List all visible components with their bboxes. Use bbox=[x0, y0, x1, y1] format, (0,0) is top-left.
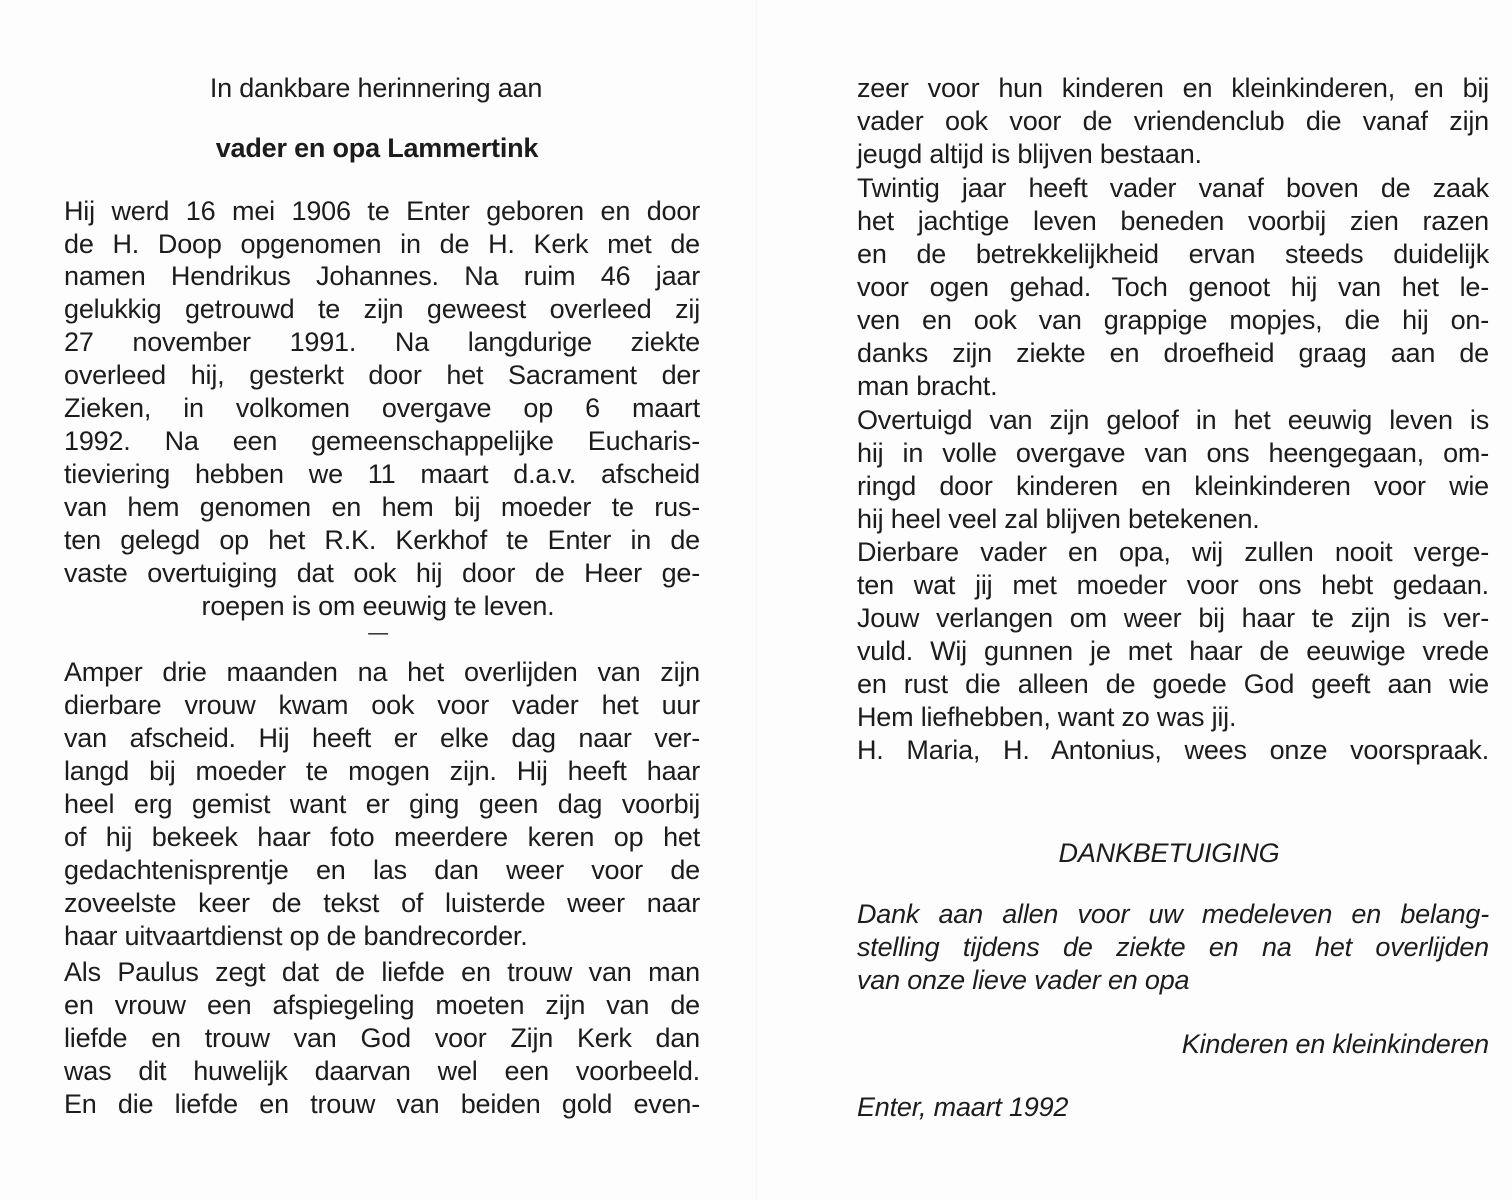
thanks-line-last: van onze lieve vader en opa bbox=[857, 965, 1190, 995]
thanks-line: Dank aan allen voor uw medeleven en belang- bbox=[857, 899, 1489, 929]
paragraph-line: en vrouw een afspiegeling moeten zijn van de bbox=[64, 990, 700, 1020]
signature: Kinderen en kleinkinderen bbox=[1181, 1029, 1489, 1059]
paragraph-line: 27 november 1991. Na langdurige ziekte bbox=[64, 327, 700, 357]
paragraph-line: van afscheid. Hij heeft er elke dag naar ver- bbox=[64, 723, 700, 753]
paragraph-line: liefde en trouw van God voor Zijn Kerk dan bbox=[64, 1023, 700, 1053]
paragraph-line: 1992. Na een gemeenschappelijke Eucharis- bbox=[64, 426, 700, 456]
paragraph-line: Twintig jaar heeft vader vanaf boven de zaak bbox=[857, 173, 1489, 203]
place-date: Enter, maart 1992 bbox=[857, 1092, 1069, 1122]
fold-line bbox=[756, 0, 757, 1200]
paragraph-line: overleed hij, gesterkt door het Sacrament der bbox=[64, 360, 700, 390]
paragraph-line: vader ook voor de vriendenclub die vanaf zijn bbox=[857, 106, 1489, 136]
paragraph-line: gelukkig getrouwd te zijn geweest overleed zij bbox=[64, 294, 700, 324]
paragraph-line: heel erg gemist want er ging geen dag voorbij bbox=[64, 789, 700, 819]
paragraph-line: En die liefde en trouw van beiden gold even- bbox=[64, 1089, 700, 1119]
paragraph-line: Dierbare vader en opa, wij zullen nooit verge- bbox=[857, 537, 1489, 567]
thanks-line: stelling tijdens de ziekte en na het overlijden bbox=[857, 932, 1489, 962]
paragraph-line-last: Hem liefhebben, want zo was jij. bbox=[857, 702, 1237, 732]
paragraph-line: de H. Doop opgenomen in de H. Kerk met de bbox=[64, 229, 700, 259]
paragraph-line: hij in volle overgave van ons heengegaan, om- bbox=[857, 438, 1489, 468]
paragraph-line-last: haar uitvaartdienst op de bandrecorder. bbox=[64, 921, 528, 951]
paragraph-line: namen Hendrikus Johannes. Na ruim 46 jaar bbox=[64, 261, 700, 291]
paragraph-line: of hij bekeek haar foto meerdere keren op het bbox=[64, 822, 700, 852]
paragraph-line: en de betrekkelijkheid ervan steeds duidelijk bbox=[857, 239, 1489, 269]
paragraph-line: Hij werd 16 mei 1906 te Enter geboren en door bbox=[64, 196, 700, 226]
paragraph-line: voor ogen gehad. Toch genoot hij van het le- bbox=[857, 272, 1489, 302]
paragraph-line-last: jeugd altijd is blijven bestaan. bbox=[857, 139, 1202, 169]
paragraph-line: Overtuigd van zijn geloof in het eeuwig leven is bbox=[857, 405, 1489, 435]
paragraph-line: Als Paulus zegt dat de liefde en trouw van man bbox=[64, 957, 700, 987]
separator-dash: — bbox=[368, 622, 388, 644]
intro-line: In dankbare herinnering aan bbox=[209, 73, 543, 103]
paragraph-line: van hem genomen en hem bij moeder te rus- bbox=[64, 492, 700, 522]
paragraph-line-last: man bracht. bbox=[857, 371, 998, 401]
paragraph-line: Jouw verlangen om weer bij haar te zijn is ver- bbox=[857, 603, 1489, 633]
paragraph-line: dierbare vrouw kwam ook voor vader het uur bbox=[64, 690, 700, 720]
paragraph-line-last: hij heel veel zal blijven betekenen. bbox=[857, 504, 1260, 534]
deceased-name: vader en opa Lammertink bbox=[215, 133, 539, 163]
paragraph-line: tieviering hebben we 11 maart d.a.v. afscheid bbox=[64, 459, 700, 489]
paragraph-line: vuld. Wij gunnen je met haar de eeuwige vrede bbox=[857, 636, 1489, 666]
paragraph-line: ven en ook van grappige mopjes, die hij on- bbox=[857, 305, 1489, 335]
paragraph-line: zeer voor hun kinderen en kleinkinderen, en bij bbox=[857, 73, 1489, 103]
paragraph-line: en rust die alleen de goede God geeft aan wie bbox=[857, 669, 1489, 699]
paragraph-line: zoveelste keer de tekst of luisterde weer naar bbox=[64, 888, 700, 918]
paragraph-line: ten gelegd op het R.K. Kerkhof te Enter in de bbox=[64, 525, 700, 555]
paragraph-line-centered: roepen is om eeuwig te leven. bbox=[201, 591, 555, 621]
paragraph-line: Zieken, in volkomen overgave op 6 maart bbox=[64, 393, 700, 423]
prayer-line: H. Maria, H. Antonius, wees onze voorspraak. bbox=[857, 735, 1489, 765]
paragraph-line: ringd door kinderen en kleinkinderen voor wie bbox=[857, 471, 1489, 501]
paragraph-line: vaste overtuiging dat ook hij door de Heer ge- bbox=[64, 558, 700, 588]
thanks-heading: DANKBETUIGING bbox=[1058, 838, 1280, 868]
paragraph-line: gedachtenisprentje en las dan weer voor de bbox=[64, 855, 700, 885]
paragraph-line: Amper drie maanden na het overlijden van zijn bbox=[64, 657, 700, 687]
paragraph-line: was dit huwelijk daarvan wel een voorbeeld. bbox=[64, 1056, 700, 1086]
paragraph-line: langd bij moeder te mogen zijn. Hij heeft haar bbox=[64, 756, 700, 786]
paragraph-line: ten wat jij met moeder voor ons hebt gedaan. bbox=[857, 570, 1489, 600]
paragraph-line: danks zijn ziekte en droefheid graag aan de bbox=[857, 338, 1489, 368]
paragraph-line: het jachtige leven beneden voorbij zien razen bbox=[857, 206, 1489, 236]
